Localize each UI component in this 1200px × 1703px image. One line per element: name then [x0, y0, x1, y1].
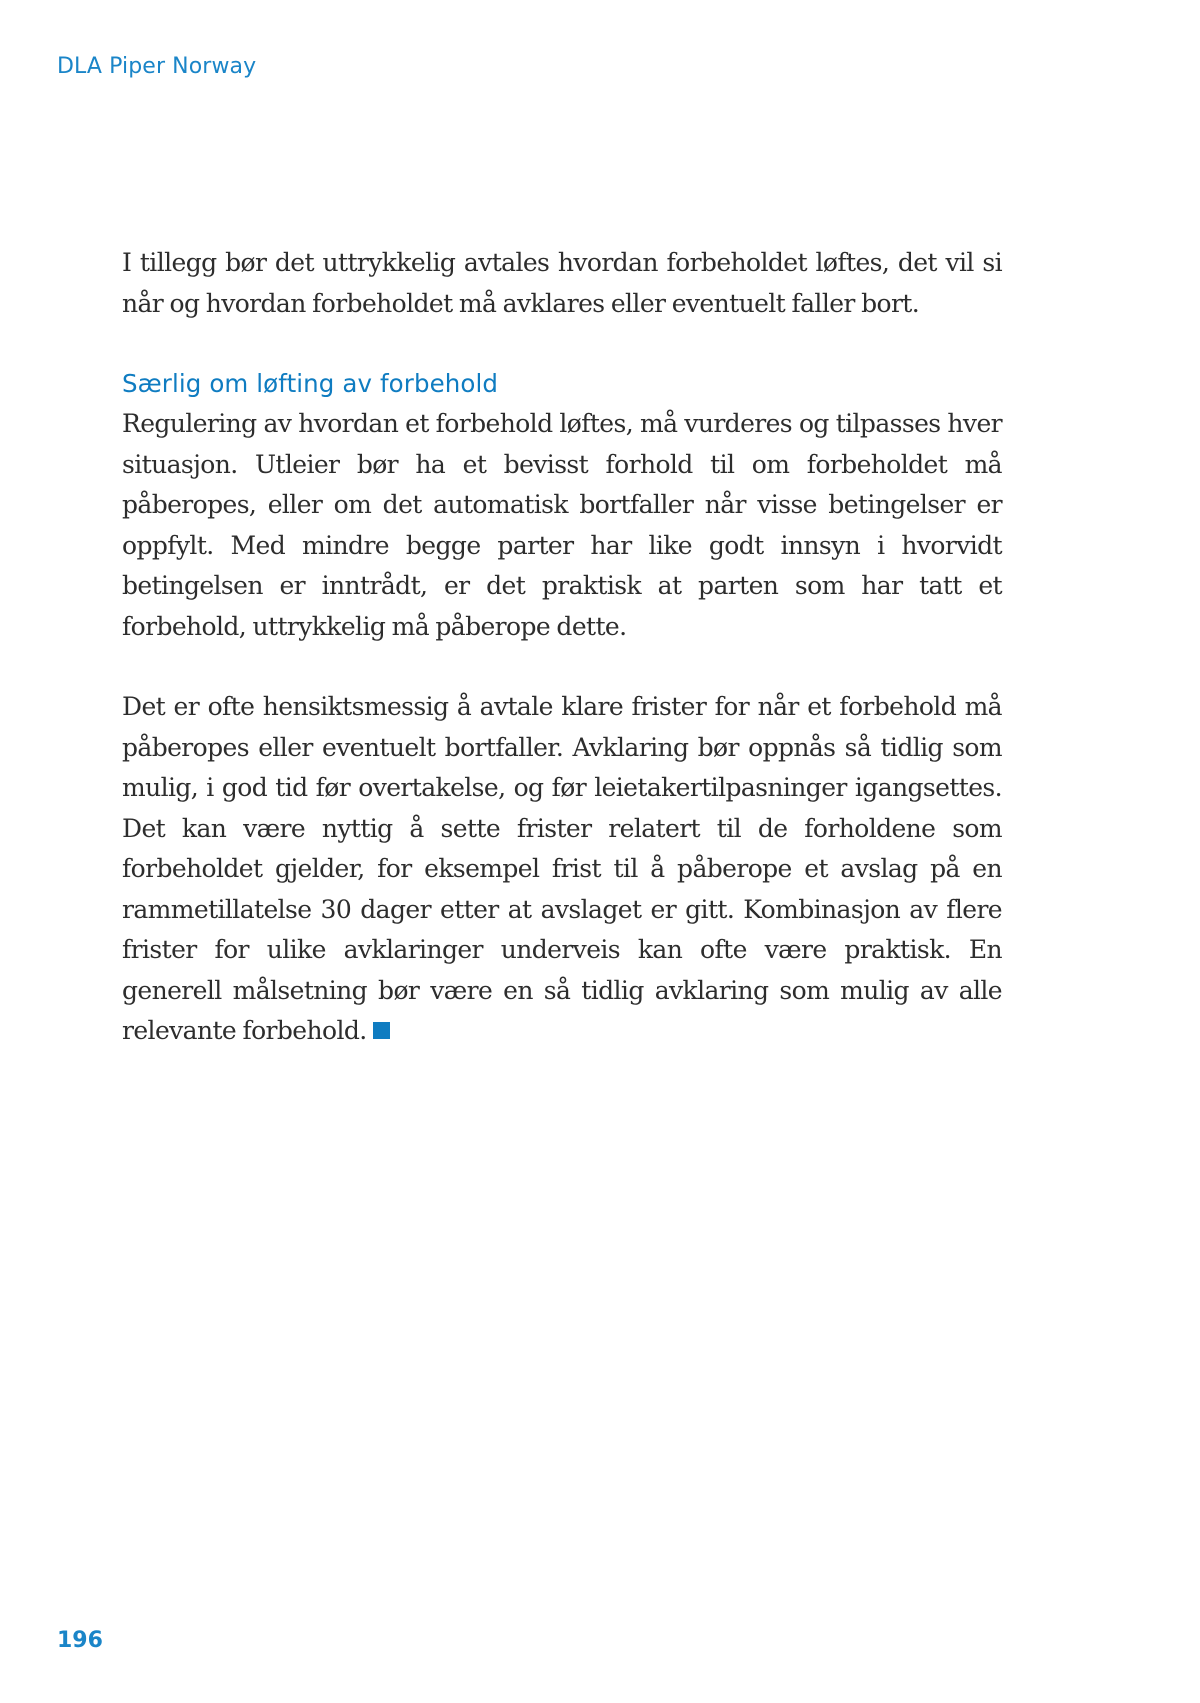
paragraph-gap: [122, 324, 1002, 364]
paragraph-gap: [122, 647, 1002, 687]
section-heading: Særlig om løfting av forbehold: [122, 369, 499, 398]
running-header: DLA Piper Norway: [57, 54, 257, 79]
page-content: [122, 243, 1002, 1052]
intro-paragraph: I tillegg bør det uttrykkelig avtales hvordan forbeholdet løftes, det vil si når og hvordan forbeholdet må avklares eller eventuelt faller bort.: [122, 248, 1002, 318]
closing-paragraph: [122, 687, 1002, 1052]
end-of-article-marker: [373, 1022, 390, 1039]
page-number: 196: [57, 1628, 103, 1653]
section-paragraph: Regulering av hvordan et forbehold løftes, må vurderes og tilpasses hver situasjon. Utleier bør ha et bevisst forhold til om forbeholdet må påberopes, eller om det automatisk bortfaller når visse betingelser er oppfylt. Med mindre begge parter har like godt innsyn i hvorvidt betingelsen er inntrådt, er det praktisk at parten som har tatt et forbehold, uttrykkelig må påberope dette.: [122, 409, 1002, 641]
closing-paragraph-text: Det er ofte hensiktsmessig å avtale klare frister for når et forbehold må påberopes eller eventuelt bortfaller. Avklaring bør oppnås så tidlig som mulig, i god tid før overtakelse, og før leietakertilpasninger igangsettes. Det kan være nyttig å sette frister relatert til de forholdene som forbeholdet gjelder, for eksempel frist til å påberope et avslag på en rammetillatelse 30 dager etter at avslaget er gitt. Kombinasjon av flere frister for ulike avklaringer underveis kan ofte være praktisk. En generell målsetning bør være en så tidlig avklaring som mulig av alle relevante forbehold.: [122, 692, 1002, 1045]
